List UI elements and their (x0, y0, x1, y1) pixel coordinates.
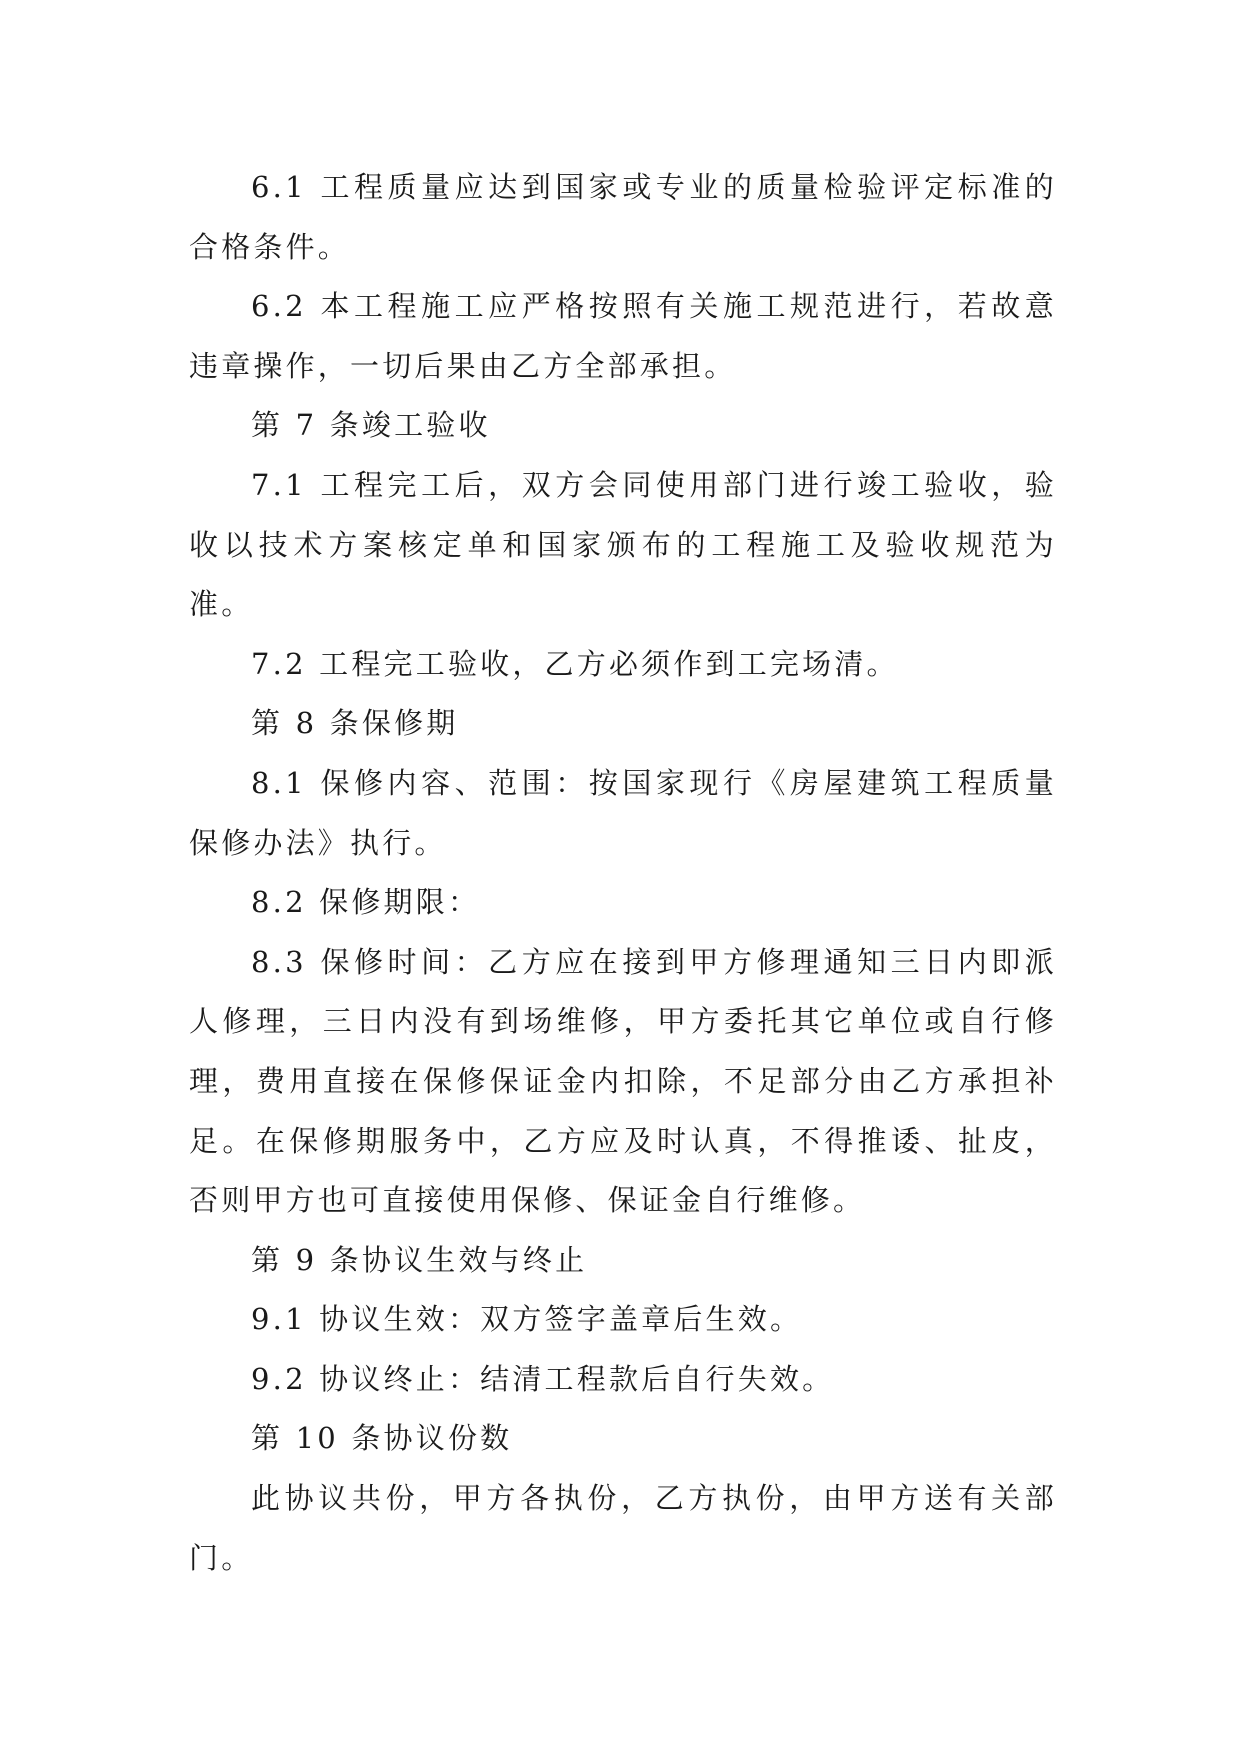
clause-7-2: 7.2 工程完工验收，乙方必须作到工完场清。 (251, 646, 899, 681)
article-10-heading: 第 10 条协议份数 (251, 1421, 513, 1456)
clause-8-3: 8.3 保修时间：乙方应在接到甲方修理通知三日内即派人修理，三日内没有到场维修，甲方委托其它单位或自行修理，费用直接在保修保证金内扣除，不足部分由乙方承担补足。在保修期服务中，乙方应及时认真，不得推诿、扯皮，否则甲方也可直接使用保修、保证金自行维修。 (189, 944, 1057, 1218)
clause-7-1: 7.1 工程完工后，双方会同使用部门进行竣工验收，验收以技术方案核定单和国家颁布的工程施工及验收规范为准。 (189, 467, 1057, 622)
article-9-heading: 第 9 条协议生效与终止 (251, 1242, 588, 1277)
clause-9-2: 9.2 协议终止：结清工程款后自行失效。 (251, 1361, 835, 1396)
article-7-heading: 第 7 条竣工验收 (251, 408, 491, 443)
clause-10-text: 此协议共份，甲方各执份，乙方执份，由甲方送有关部门。 (189, 1481, 1057, 1575)
clause-8-1: 8.1 保修内容、范围：按国家现行《房屋建筑工程质量保修办法》执行。 (189, 765, 1057, 860)
clause-8-2: 8.2 保修期限： (251, 885, 481, 920)
document-page (189, 158, 1057, 1588)
clause-9-1: 9.1 协议生效：双方签字盖章后生效。 (251, 1302, 803, 1337)
clause-6-1: 6.1 工程质量应达到国家或专业的质量检验评定标准的合格条件。 (189, 170, 1057, 264)
article-8-heading: 第 8 条保修期 (251, 706, 459, 741)
clause-6-2: 6.2 本工程施工应严格按照有关施工规范进行，若故意违章操作，一切后果由乙方全部承担。 (189, 289, 1057, 383)
